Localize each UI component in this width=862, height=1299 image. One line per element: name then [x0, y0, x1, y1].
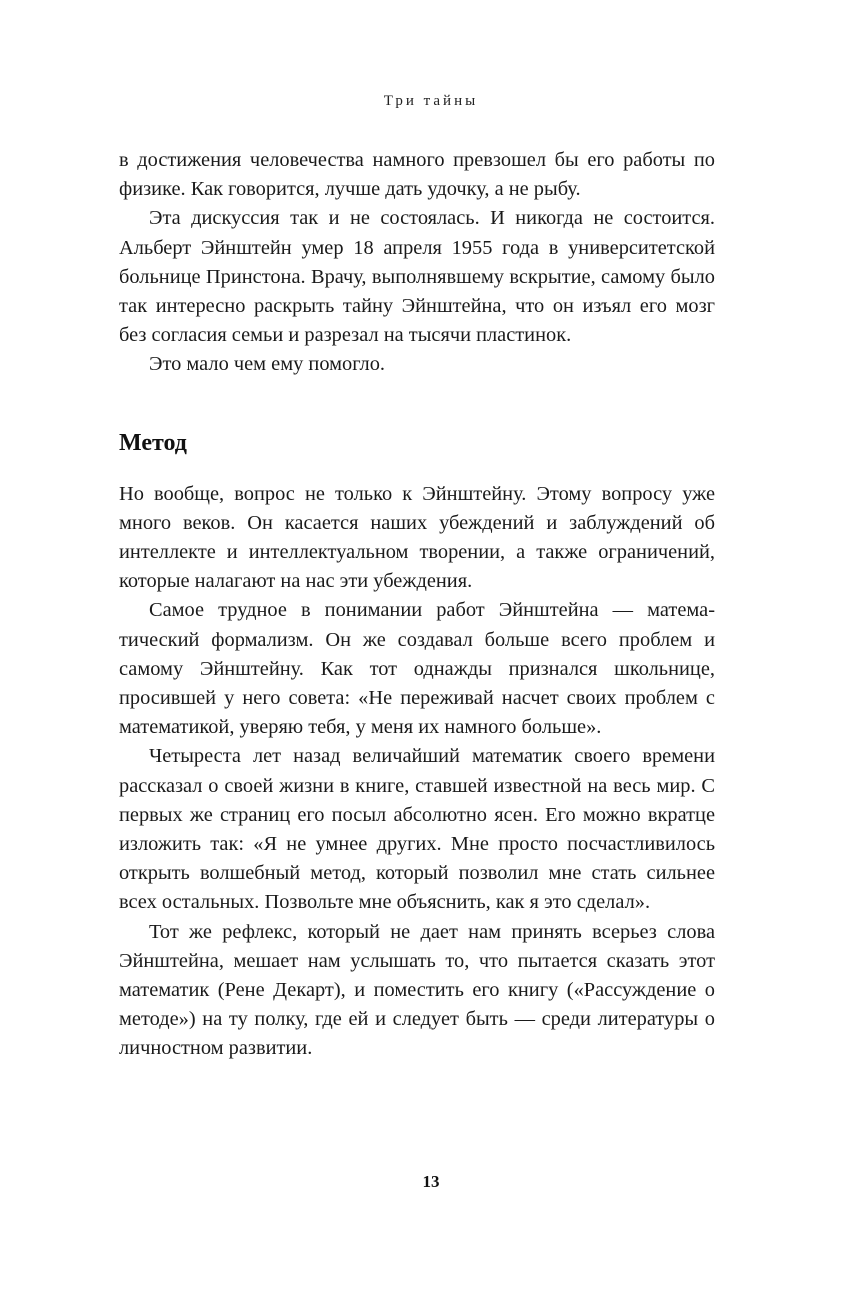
page-body [119, 146, 715, 1064]
paragraph-continued: в достижения человечества намного превзошел бы его работы по физике. Как говорится, лучше дать удочку, а не рыбу. [119, 149, 715, 201]
section-heading: Метод [119, 429, 187, 456]
running-head: Три тайны [383, 93, 479, 109]
paragraph: Это мало чем ему помогло. [149, 353, 386, 376]
paragraph: Четыреста лет назад величайший математик своего времени рассказал о своей жизни в книге, ставшей известной на весь мир. С первых же страниц его посыл абсолютно ясен. Его можно вкратце изложить так: «Я не умнее других. Мне просто посчастливилось открыть волшебный метод, который позволил мне стать сильнее всех остальных. Позвольте мне объяснить, как я это сделал». [119, 745, 715, 914]
paragraph: Эта дискуссия так и не состоялась. И никогда не состоится. Альберт Эйнштейн умер 18 апреля 1955 года в университетской больнице Принстона. Врачу, выполнявшему вскрытие, самому было так интересно раскрыть тайну Эйнштейна, что он изъял его мозг без согласия семьи и разрезал на тысячи пластинок. [119, 207, 715, 347]
paragraph: Тот же рефлекс, который не дает нам принять всерьез слова Эйнштейна, мешает нам услышать то, что пытается сказать этот математик (Рене Декарт), и поместить его книгу («Рассуждение о методе») на ту полку, где ей и следует быть — среди литературы о личностном развитии. [119, 920, 715, 1060]
page-number: 13 [422, 1172, 440, 1191]
paragraph: Но вообще, вопрос не только к Эйнштейну. Этому вопросу уже много веков. Он касается наших убеждений и заблуждений об интеллекте и интеллектуальном творении, а также ограничений, которые налагают на нас эти убеждения. [119, 482, 715, 593]
paragraph: Самое трудное в понимании работ Эйнштейна — математический формализм. Он же создавал больше всего проблем и самому Эйнштейну. Как тот однажды признался школьнице, просившей у него совета: «Не переживай насчет своих проблем с математикой, уверяю тебя, у меня их намного больше». [119, 599, 715, 739]
